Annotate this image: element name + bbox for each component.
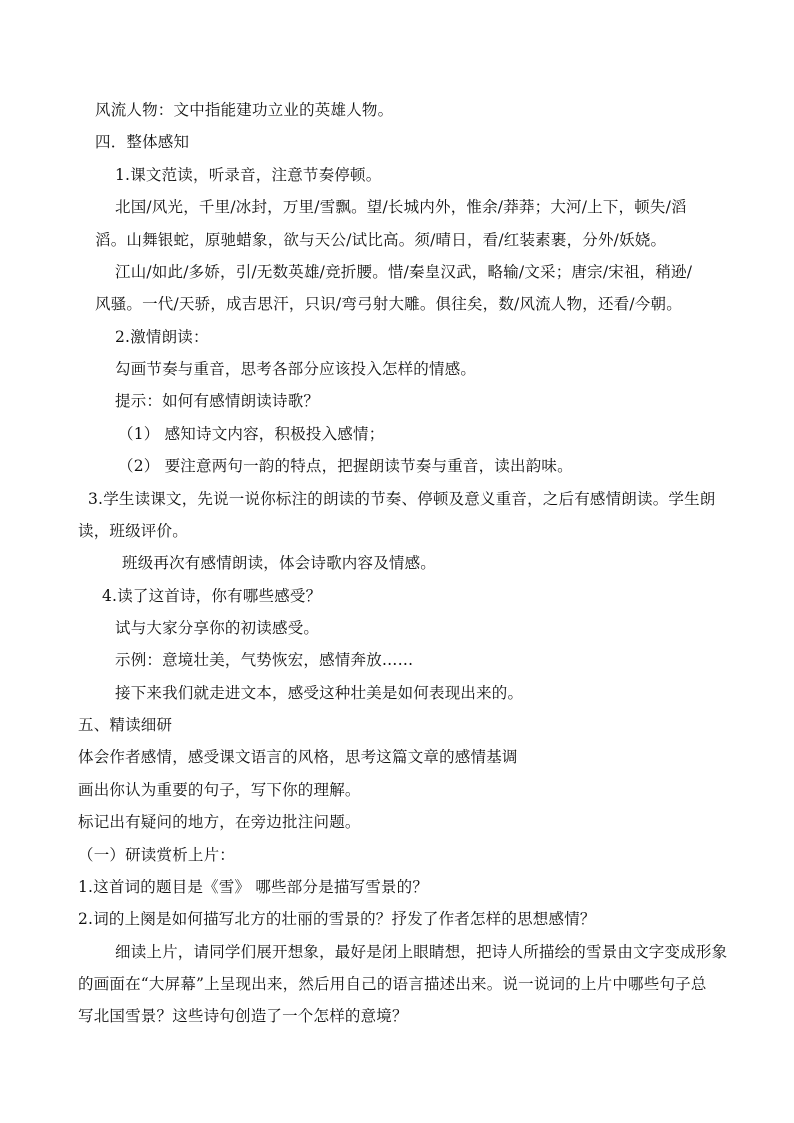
- text-line: 2.激情朗读：: [115, 328, 209, 346]
- text-line: 读，班级评价。: [78, 522, 188, 540]
- text-line: 体会作者感情，感受课文语言的风格，思考这篇文章的感情基调: [78, 748, 518, 766]
- question-line: 1.这首词的题目是《雪》 哪些部分是描写雪景的？: [78, 878, 429, 896]
- question-line: 2.词的上阕是如何描写北方的壮丽的雪景的？抒发了作者怎样的思想感情？: [78, 910, 596, 928]
- text-line: （1） 感知诗文内容，积极投入感情；: [118, 425, 385, 443]
- subsection-heading: （一）研读赏析上片：: [78, 846, 236, 864]
- text-line: 风流人物：文中指能建功立业的英雄人物。: [95, 101, 394, 119]
- text-line: 3.学生读课文，先说一说你标注的朗读的节奏、停顿及意义重音，之后有感情朗读。学生朗: [88, 490, 716, 508]
- text-line: 细读上片，请同学们展开想象，最好是闭上眼睛想，把诗人所描绘的雪景由文字变成形象: [115, 943, 728, 961]
- text-line: 提示：如何有感情朗读诗歌？: [115, 392, 320, 410]
- text-line: 1.课文范读，听录音，注意节奏停顿。: [115, 166, 382, 184]
- text-line: 勾画节奏与重音，思考各部分应该投入怎样的情感。: [115, 360, 477, 378]
- text-line: 写北国雪景？这些诗句创造了一个怎样的意境？: [78, 1007, 408, 1025]
- poem-line: 江山/如此/多娇，引/无数英雄/竞折腰。惜/秦皇汉武，略输/文采；唐宗/宋祖，稍逊/: [115, 263, 693, 281]
- text-line: 4.读了这首诗，你有哪些感受？: [102, 587, 322, 605]
- text-line: 试与大家分享你的初读感受。: [115, 619, 320, 637]
- text-line: 班级再次有感情朗读，体会诗歌内容及情感。: [122, 554, 437, 572]
- text-line: 接下来我们就走进文本，感受这种壮美是如何表现出来的。: [115, 684, 524, 702]
- poem-line: 北国/风光，千里/冰封，万里/雪飘。望/长城内外，惟余/莽莽；大河/上下，顿失/滔: [115, 198, 687, 216]
- poem-line: 滔。山舞银蛇，原驰蜡象，欲与天公/试比高。须/晴日，看/红装素裹，分外/妖娆。: [95, 231, 667, 249]
- section-heading: 五、精读细研: [78, 716, 173, 734]
- section-heading: 四．整体感知: [95, 133, 190, 151]
- text-line: （2） 要注意两句一韵的特点，把握朗读节奏与重音，读出韵味。: [118, 457, 573, 475]
- text-line: 画出你认为重要的句子，写下你的理解。: [78, 781, 361, 799]
- text-line: 的画面在“大屏幕”上呈现出来，然后用自己的语言描述出来。说一说词的上片中哪些句子总: [78, 975, 707, 993]
- text-line: 示例：意境壮美，气势恢宏，感情奔放……: [115, 651, 414, 669]
- poem-line: 风骚。一代/天骄，成吉思汗，只识/弯弓射大雕。俱往矣，数/风流人物，还看/今朝。: [95, 295, 682, 313]
- text-line: 标记出有疑问的地方，在旁边批注问题。: [78, 813, 361, 831]
